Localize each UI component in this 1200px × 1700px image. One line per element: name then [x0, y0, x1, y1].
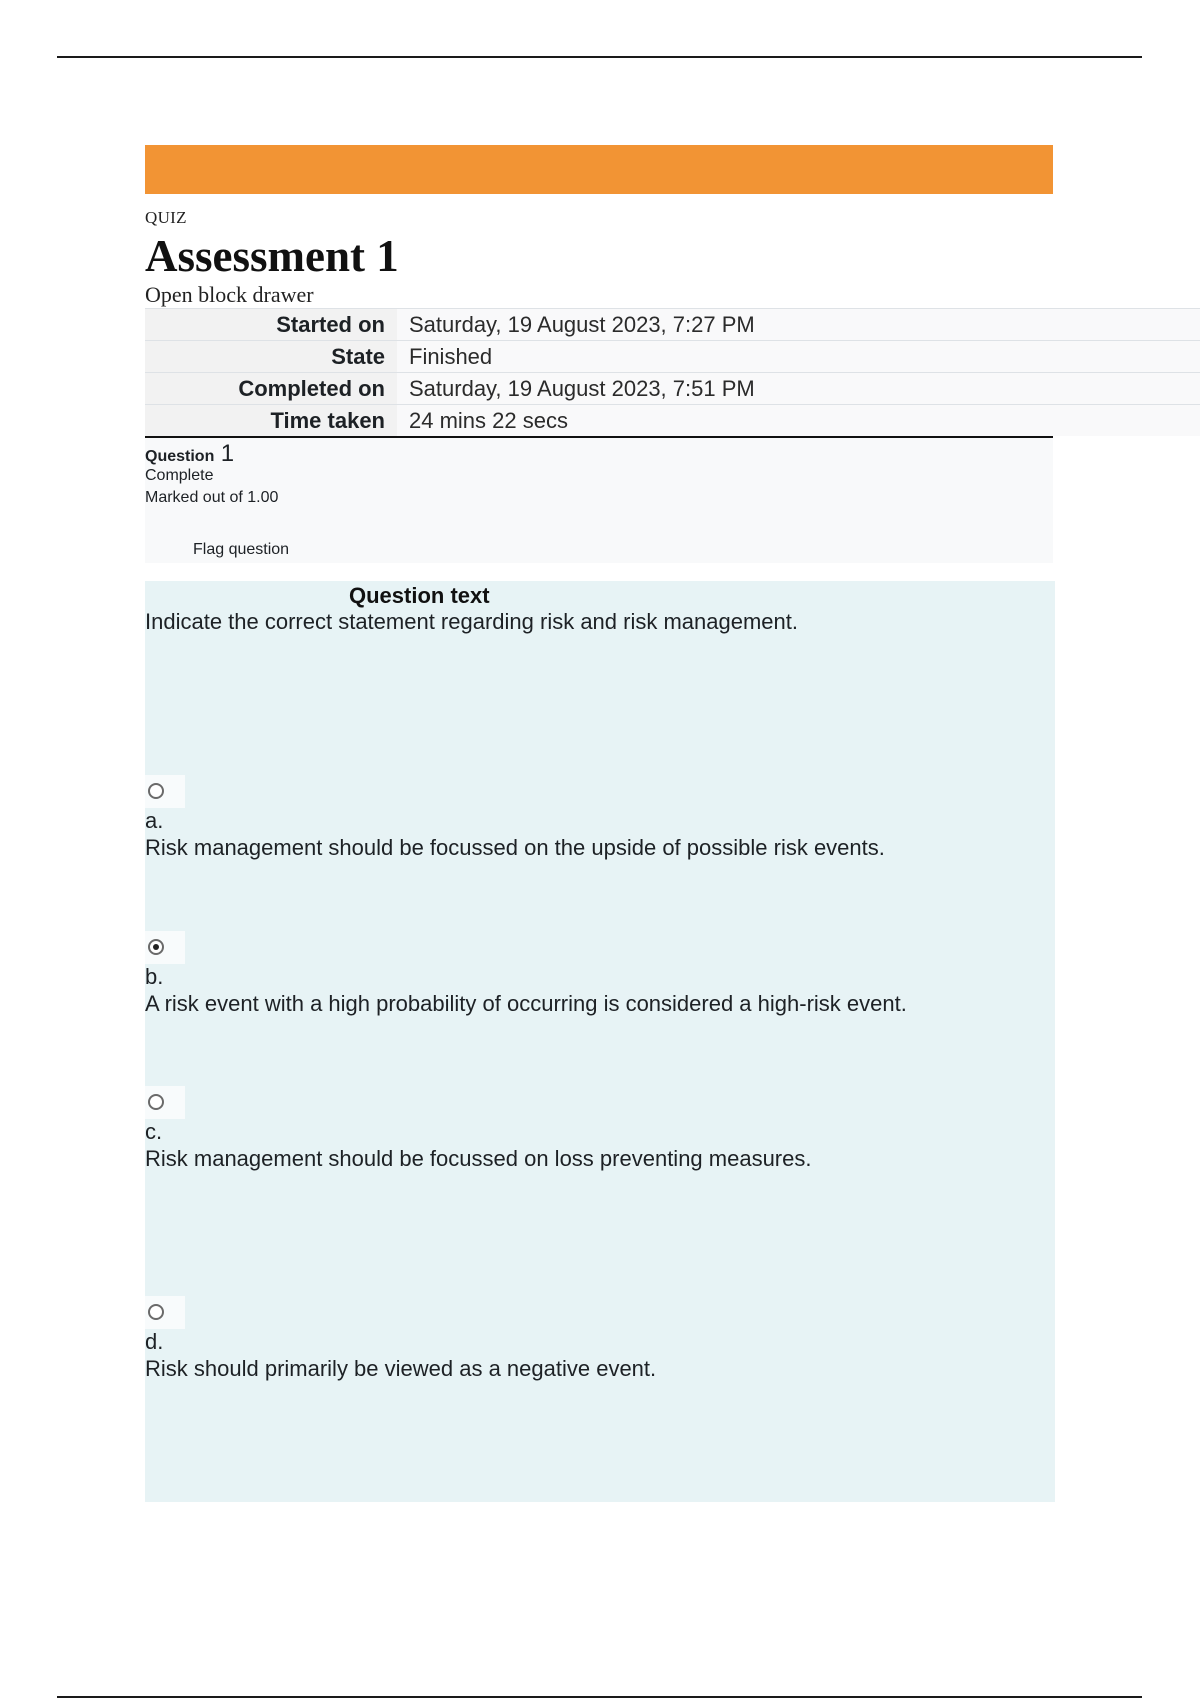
page-title: Assessment 1 [145, 231, 399, 281]
question-label: Question [145, 448, 215, 465]
open-block-drawer-link[interactable]: Open block drawer [145, 282, 314, 307]
answer-option-c[interactable] [145, 1086, 1053, 1173]
header-accent-bar [145, 145, 1053, 194]
summary-label: Started on [145, 309, 397, 341]
option-text: Risk should primarily be viewed as a negative event. [145, 1356, 657, 1381]
option-text: Risk management should be focussed on the upside of possible risk events. [145, 835, 885, 860]
attempt-summary-table [145, 308, 1200, 436]
option-letter: a. [145, 808, 164, 833]
radio-button[interactable] [148, 783, 164, 799]
radio-button[interactable] [148, 1304, 164, 1320]
summary-value: Finished [397, 341, 1200, 373]
summary-value: Saturday, 19 August 2023, 7:51 PM [397, 373, 1200, 405]
summary-row [145, 309, 1200, 341]
summary-row [145, 373, 1200, 405]
option-text: Risk management should be focussed on loss preventing measures. [145, 1146, 812, 1171]
question-number [145, 440, 234, 468]
page-top-rule [57, 56, 1142, 58]
radio-container[interactable] [145, 931, 185, 964]
summary-label: State [145, 341, 397, 373]
question-info [145, 438, 1053, 563]
question-formulation [145, 581, 1055, 1502]
option-text: A risk event with a high probability of occurring is considered a high-risk event. [145, 991, 907, 1016]
option-letter: c. [145, 1119, 163, 1144]
option-letter: b. [145, 964, 164, 989]
quiz-review-page [145, 145, 1053, 1502]
context-label: QUIZ [145, 208, 187, 227]
question-text: Indicate the correct statement regarding risk and risk management. [145, 609, 798, 634]
option-letter: d. [145, 1329, 164, 1354]
summary-value: 24 mins 22 secs [397, 405, 1200, 437]
summary-label: Completed on [145, 373, 397, 405]
summary-label: Time taken [145, 405, 397, 437]
radio-button-selected[interactable] [148, 939, 164, 955]
flag-question-button[interactable]: Flag question [193, 541, 290, 558]
summary-row [145, 341, 1200, 373]
radio-container[interactable] [145, 775, 185, 808]
question-state: Complete [145, 467, 214, 484]
summary-row [145, 405, 1200, 437]
answer-option-d[interactable] [145, 1296, 1053, 1383]
question-grade: Marked out of 1.00 [145, 489, 279, 506]
radio-container[interactable] [145, 1086, 185, 1119]
question-text-heading: Question text [349, 583, 490, 608]
answer-option-b[interactable] [145, 931, 1053, 1018]
summary-value: Saturday, 19 August 2023, 7:27 PM [397, 309, 1200, 341]
radio-container[interactable] [145, 1296, 185, 1329]
radio-button[interactable] [148, 1094, 164, 1110]
answer-option-a[interactable] [145, 775, 1053, 862]
page-bottom-rule [57, 1696, 1142, 1698]
question-number-value: 1 [220, 440, 235, 467]
